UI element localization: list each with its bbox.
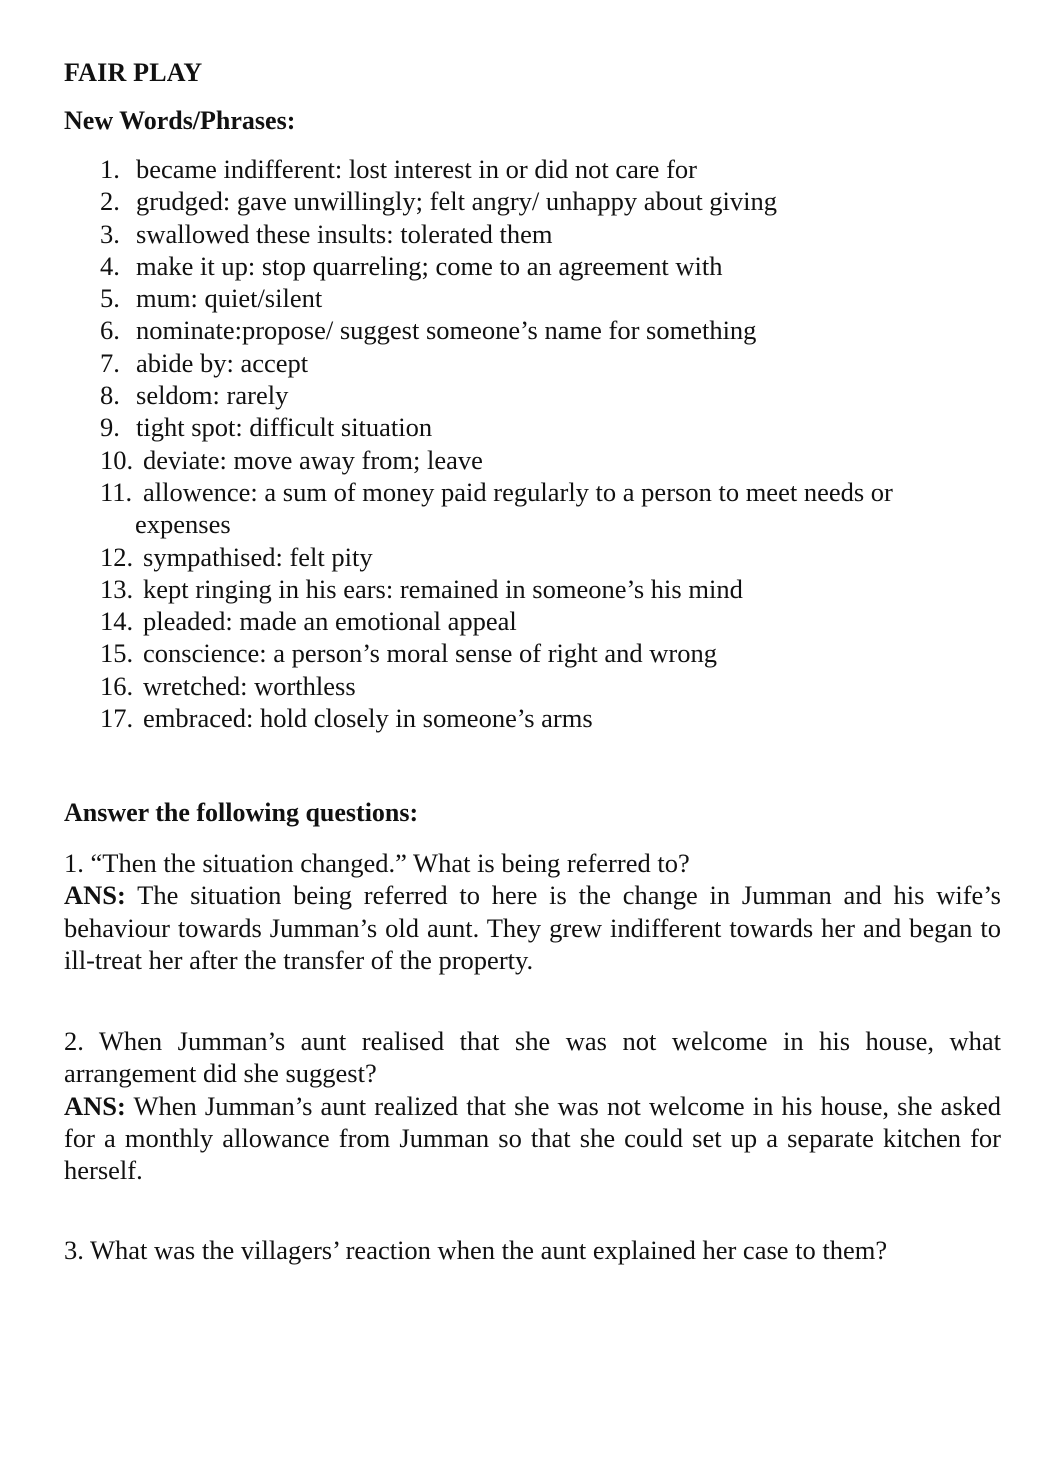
vocabulary-text: tight spot: difficult situation [136,412,433,443]
vocabulary-text: mum: quiet/silent [136,283,323,314]
vocabulary-text: abide by: accept [136,347,309,378]
vocabulary-text-continuation: expenses [135,509,231,540]
question-block [64,847,1001,976]
vocabulary-number: 1. [100,154,120,184]
vocabulary-number: 3. [100,218,120,249]
answer-paragraph [64,879,1001,976]
vocabulary-item [0,476,1054,541]
document-title: FAIR PLAY [64,58,203,87]
vocabulary-number: 9. [100,412,120,443]
vocabulary-text: embraced: hold closely in someone’s arms [143,703,593,734]
vocabulary-text: kept ringing in his ears: remained in someone’s his mind [143,573,743,604]
vocabulary-number: 6. [100,315,120,346]
vocabulary-text: sympathised: felt pity [143,541,373,572]
vocabulary-item [0,282,1054,314]
answer-label: ANS: [64,880,126,911]
vocabulary-number: 7. [100,347,120,378]
vocabulary-heading: New Words/Phrases: [64,106,296,135]
vocabulary-number: 15. [100,638,134,669]
question-text: 1. “Then the situation changed.” What is being referred to? [64,848,690,878]
vocabulary-item [0,347,1054,379]
vocabulary-item [0,702,1054,734]
vocabulary-number: 12. [100,541,134,572]
vocabulary-number: 2. [100,186,120,217]
vocabulary-number: 8. [100,380,120,411]
vocabulary-list [0,153,1054,734]
vocabulary-number: 13. [100,573,134,604]
vocabulary-number: 4. [100,250,120,281]
vocabulary-number: 17. [100,703,134,734]
answer-text: The situation being referred to here is the change in Jumman and his wife’s behaviour towards Jumman’s old aunt. They grew indifferent towards her and began to ill-treat her after the transfer of the property. [64,880,1001,975]
question-text: 3. What was the villagers’ reaction when the aunt explained her case to them? [64,1235,888,1265]
vocabulary-item [0,670,1054,702]
vocabulary-text: nominate:propose/ suggest someone’s name for something [136,315,757,346]
question-block [64,1025,1001,1186]
questions-heading: Answer the following questions: [64,798,419,827]
vocabulary-item [0,314,1054,346]
vocabulary-item [0,444,1054,476]
vocabulary-text: grudged: gave unwillingly; felt angry/ unhappy about giving [136,186,778,217]
vocabulary-number: 11. [100,476,133,507]
vocabulary-item [0,573,1054,605]
vocabulary-text: wretched: worthless [143,670,356,701]
vocabulary-number: 5. [100,283,120,314]
question-block [64,1234,1001,1266]
vocabulary-item [0,218,1054,250]
vocabulary-text: seldom: rarely [136,380,289,411]
answer-paragraph [64,1090,1001,1187]
vocabulary-item [0,411,1054,443]
answer-text: When Jumman’s aunt realized that she was not welcome in his house, she asked for a monthly allowance from Jumman so that she could set up a separate kitchen for herself. [64,1090,1001,1186]
vocabulary-text: make it up: stop quarreling; come to an agreement with [136,250,723,281]
vocabulary-item [0,250,1054,282]
question-text: 2. When Jumman’s aunt realised that she was not welcome in his house, what arrangement did she suggest? [64,1026,1001,1089]
vocabulary-text: deviate: move away from; leave [143,444,483,475]
vocabulary-item [0,605,1054,637]
vocabulary-item [0,185,1054,217]
vocabulary-item [0,541,1054,573]
vocabulary-text: allowence: a sum of money paid regularly to a person to meet needs or [143,476,893,507]
vocabulary-text: conscience: a person’s moral sense of right and wrong [143,638,717,669]
vocabulary-text: swallowed these insults: tolerated them [136,218,553,249]
vocabulary-item [0,153,1054,185]
vocabulary-item [0,637,1054,669]
vocabulary-number: 14. [100,606,134,637]
vocabulary-text: pleaded: made an emotional appeal [143,606,517,637]
vocabulary-number: 16. [100,670,134,701]
vocabulary-text: became indifferent: lost interest in or did not care for [136,154,697,184]
vocabulary-item [0,379,1054,411]
answer-label: ANS: [64,1090,126,1121]
vocabulary-number: 10. [100,444,134,475]
